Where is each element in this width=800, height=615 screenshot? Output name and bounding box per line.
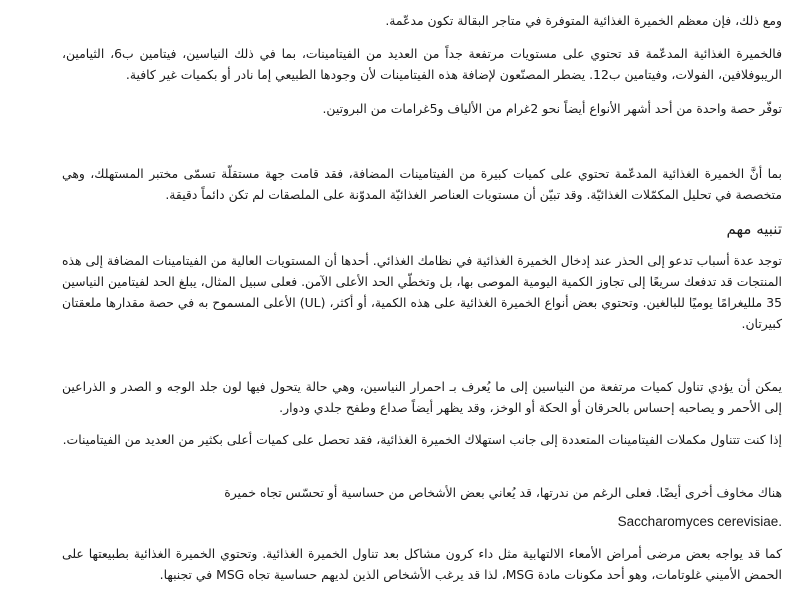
paragraph-ibd-glutamate: كما قد يواجه بعض مرضى أمراض الأمعاء الالتهابية مثل داء كرون مشاكل بعد تناول الخميرة الغذائية. وتحتوي الخميرة الغذائية بطبيعتها على الحمض الأميني غلوتامات، وهو أحد مكونات مادة MSG، لذا قد يرغب الأشخاص الذين لديهم حساسية تجاه MSG في تجنبها. xyxy=(62,546,782,582)
paragraph-fortified-vitamins: فالخميرة الغذائية المدعّمة قد تحتوي على مستويات مرتفعة جداً من العديد من الفيتامينات، بما في ذلك النياسين، فيتامين ب6، الثيامين، الريبوفلافين، الفولات، وفيتامين ب12. يضطر المصنّعون لإضافة هذه الفيتامينات لأن وجودها الطبيعي إما نادر أو بكميات غير كافية. xyxy=(62,46,783,82)
paragraph-consumer-lab: بما أنَّ الخميرة الغذائية المدعّمة تحتوي على كميات كبيرة من الفيتامينات المضافة، فقد قامت جهة مستقلّة تسمّى مختبر المستهلك، وهي متخصصة في تحليل المكمّلات الغذائيّة. وقد تبيّن أن مستويات العناصر الغذائيّة المدوّنة على الملصقات لم تكن دائماً دقيقة. xyxy=(62,166,782,202)
section-heading-warning: تنبيه مهم xyxy=(726,220,782,238)
paragraph-niacin-flush: يمكن أن يؤدي تناول كميات مرتفعة من النياسين إلى ما يُعرف بـ احمرار النياسين، وهي حالة يتحول فيها لون جلد الوجه و الصدر و الذراعين إلى الأحمر و يصاحبه إحساس بالحرقان أو الحكة أو الوخز، وقد يظهر أيضاً صداع وطفح جلدي ودوار. xyxy=(62,379,782,415)
paragraph-allergy-concerns: هناك مخاوف أخرى أيضًا. فعلى الرغم من ندرتها، قد يُعاني بعض الأشخاص من حساسية أو تحسّس تجاه خميرة xyxy=(224,485,782,500)
paragraph-multivitamins: إذا كنت تتناول مكملات الفيتامينات المتعددة إلى جانب استهلاك الخميرة الغذائية، فقد تحصل على كميات أعلى بكثير من العديد من الفيتامينات. xyxy=(62,432,782,447)
yeast-species-name: Saccharomyces cerevisiae. xyxy=(617,514,782,529)
paragraph-caution-reasons: توجد عدة أسباب تدعو إلى الحذر عند إدخال الخميرة الغذائية في نظامك الغذائي. أحدها أن المستويات العالية من الفيتامينات المضافة إلى هذه المنتجات قد تدفعك سريعًا إلى تجاوز الكمية اليومية الموصى بها، بل وتخطّي الحد الأعلى الآمن. فعلى سبيل المثال، يبلغ الحد لفيتامين النياسين 35 ملليغرامًا يوميًا للبالغين. وتحتوي بعض أنواع الخميرة الغذائية على هذه الكمية، أو أكثر، (UL) الأعلى المسموح به في حصة مقدارها ملعقتان كبيرتان. xyxy=(62,253,782,331)
paragraph-fiber-protein: توفّر حصة واحدة من أحد أشهر الأنواع أيضاً نحو 2غرام من الألياف و5غرامات من البروتين. xyxy=(322,101,782,116)
paragraph-fortified-intro: ومع ذلك، فإن معظم الخميرة الغذائية المتوفرة في متاجر البقالة تكون مدعّمة. xyxy=(385,13,782,28)
